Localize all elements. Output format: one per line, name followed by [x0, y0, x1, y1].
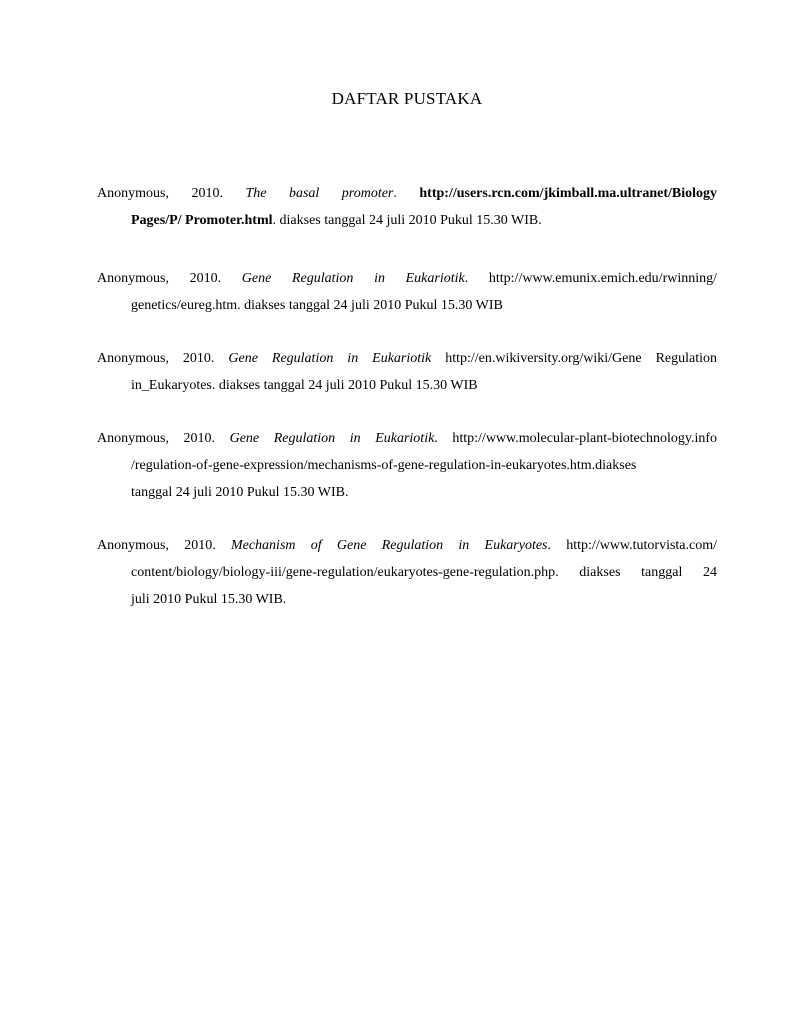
reference-4-title-sep: .	[434, 431, 438, 446]
reference-5-line-3: juli 2010 Pukul 15.30 WIB.	[131, 592, 287, 607]
reference-1-title: The basal promoter	[245, 186, 394, 201]
reference-4-line-3: tanggal 24 juli 2010 Pukul 15.30 WIB.	[131, 485, 349, 500]
reference-4-line-2: /regulation-of-gene-expression/mechanisms-of-gene-regulation-in-eukaryotes.htm.diakses	[131, 458, 637, 473]
reference-4-author-year: Anonymous, 2010.	[97, 431, 216, 446]
reference-2-title-sep: .	[464, 271, 469, 286]
reference-5-line-1	[97, 532, 718, 559]
reference-5-author-year: Anonymous, 2010.	[97, 538, 216, 553]
reference-5-url-part-1[interactable]: http://www.tutorvista.com/	[566, 538, 718, 553]
reference-1-url-part-1[interactable]: http://users.rcn.com/jkimball.ma.ultranet/Biology	[419, 186, 718, 201]
reference-4-title: Gene Regulation in Eukariotik	[229, 431, 435, 446]
reference-3-url-part-1[interactable]: http://en.wikiversity.org/wiki/Gene Regulation	[445, 351, 717, 366]
reference-2-author-year: Anonymous, 2010.	[97, 271, 222, 286]
reference-3-title: Gene Regulation in Eukariotik	[228, 351, 432, 366]
reference-4-line-1	[97, 425, 717, 452]
reference-1-line-2	[131, 207, 717, 234]
reference-2-title: Gene Regulation in Eukariotik	[241, 271, 465, 286]
reference-1-title-sep: .	[393, 186, 397, 201]
reference-entry-5	[97, 532, 717, 613]
reference-3-author-year: Anonymous, 2010.	[97, 351, 215, 366]
reference-1-author-year: Anonymous, 2010.	[97, 186, 223, 201]
reference-3-line-1	[97, 345, 717, 372]
reference-entry-3	[97, 345, 717, 399]
reference-1-access-note: . diakses tanggal 24 juli 2010 Pukul 15.30 WIB.	[272, 213, 542, 228]
reference-1-line-1	[97, 180, 718, 207]
reference-entry-4	[97, 425, 717, 506]
reference-2-line-2: genetics/eureg.htm. diakses tanggal 24 juli 2010 Pukul 15.30 WIB	[131, 298, 503, 313]
reference-2-line-1	[97, 265, 718, 292]
reference-1-url-part-2[interactable]: Pages/P/ Promoter.html	[131, 213, 273, 228]
reference-5-line-2: content/biology/biology-iii/gene-regulation/eukaryotes-gene-regulation.php. diakses tanggal 24	[131, 565, 717, 580]
page-title: DAFTAR PUSTAKA	[331, 89, 483, 108]
reference-5-title-sep: .	[547, 538, 551, 553]
reference-entry-2	[97, 265, 717, 319]
reference-2-url-part-1[interactable]: http://www.emunix.emich.edu/rwinning/	[488, 271, 718, 286]
reference-4-url-part-1[interactable]: http://www.molecular-plant-biotechnology.info	[452, 431, 717, 446]
reference-5-title: Mechanism of Gene Regulation in Eukaryotes	[230, 538, 548, 553]
reference-3-line-2: in_Eukaryotes. diakses tanggal 24 juli 2010 Pukul 15.30 WIB	[131, 378, 478, 393]
reference-entry-1	[97, 180, 717, 234]
